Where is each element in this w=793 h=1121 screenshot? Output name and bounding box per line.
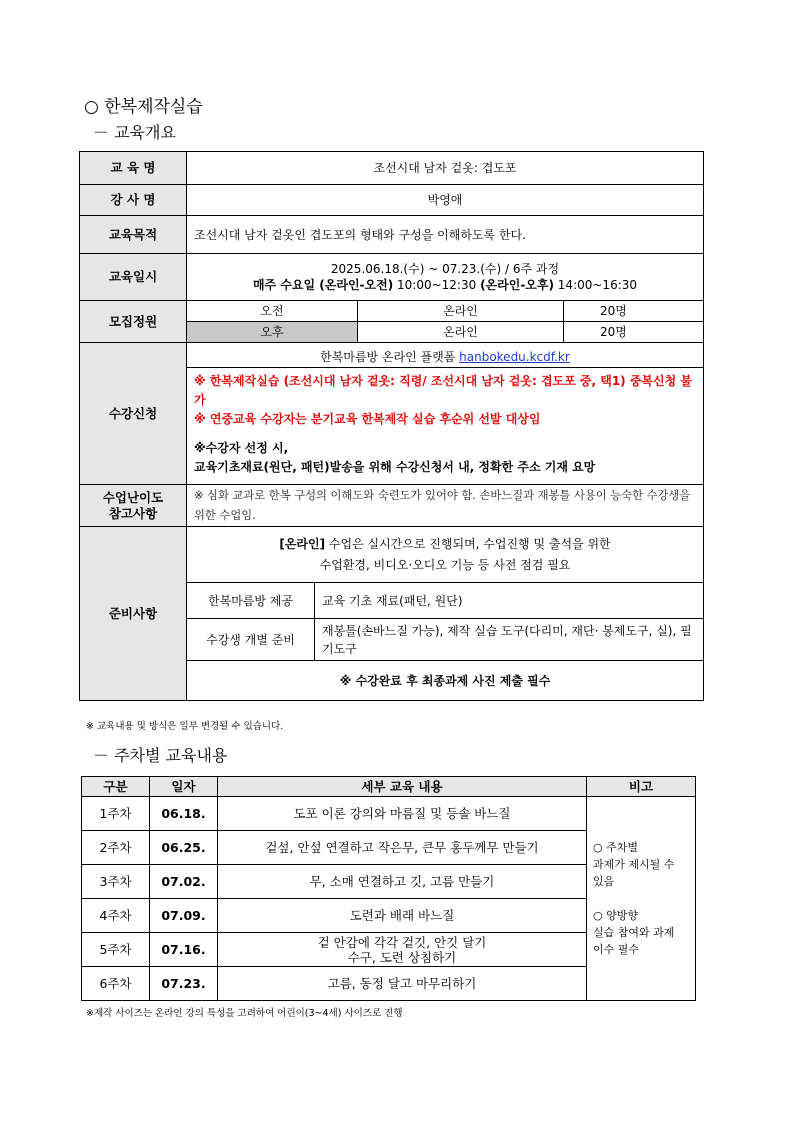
- date-cell: 06.25.: [150, 831, 218, 865]
- table-row: [82, 797, 696, 831]
- change-notice: ※ 교육내용 및 방식은 일부 변경될 수 있습니다.: [86, 721, 284, 732]
- section-title: ○ 한복제작실습: [84, 97, 203, 117]
- provided-label: 한복마름방 제공: [187, 583, 315, 619]
- date-cell: 07.02.: [150, 865, 218, 899]
- individual-label: 수강생 개별 준비: [187, 619, 315, 661]
- week-header: 구분: [82, 777, 150, 797]
- instructor-name: 박영애: [187, 185, 704, 216]
- remark-header: 비고: [587, 777, 696, 797]
- morning-session-label: 매주 수요일 (온라인-오전): [252, 278, 394, 292]
- schedule-label: 교육일시: [80, 254, 187, 301]
- online-tag: [온라인]: [279, 536, 326, 551]
- provided-items: 교육 기초 재료(패턴, 원단): [315, 583, 704, 619]
- selection-note: ※수강자 선정 시,: [194, 440, 289, 455]
- content-cell: 겉 안감에 각각 겉깃, 안깃 달기 수구, 도련 상침하기: [218, 933, 587, 967]
- week-cell: 6주차: [82, 967, 150, 1001]
- schedule-times: [187, 277, 703, 293]
- capacity-count: 20명: [564, 301, 704, 322]
- online-text-2: 수업환경, 비디오·오디오 기능 등 사전 점검 필요: [319, 557, 571, 572]
- content-cell: 겉섶, 안섶 연결하고 작은무, 큰무 홍두께무 만들기: [218, 831, 587, 865]
- prep-online-cell: [187, 527, 704, 583]
- week-cell: 1주차: [82, 797, 150, 831]
- address-note: 교육기초재료(원단, 패턴)발송을 위해 수강신청서 내, 정확한 주소 기재 요망: [194, 459, 596, 474]
- difficulty-label: [80, 485, 187, 527]
- capacity-count: 20명: [564, 322, 704, 343]
- overview-heading: － 교육개요: [93, 123, 176, 142]
- capacity-mode: 온라인: [358, 322, 564, 343]
- week-cell: 3주차: [82, 865, 150, 899]
- content-cell: 도포 이론 강의와 마름질 및 등솔 바느질: [218, 797, 587, 831]
- course-name-label: 교 육 명: [80, 152, 187, 185]
- date-cell: 07.16.: [150, 933, 218, 967]
- size-notice: ※제작 사이즈는 온라인 강의 특성을 고려하여 어린이(3~4세) 사이즈로 진행: [86, 1008, 403, 1019]
- purpose-text: 조선시대 남자 겉옷인 겹도포의 형태와 구성을 이해하도록 한다.: [187, 216, 704, 254]
- difficulty-label-line: 수업난이도: [102, 489, 164, 505]
- apply-platform: [187, 347, 703, 367]
- individual-items: 재봉틀(손바느질 가능), 제작 실습 도구(다리미, 재단· 봉제도구, 실), 필기도구: [315, 619, 704, 661]
- capacity-label: 모집정원: [80, 301, 187, 343]
- instructor-label: 강 사 명: [80, 185, 187, 216]
- capacity-session: 오전: [187, 301, 358, 322]
- overview-table: [79, 151, 704, 701]
- schedule-dates: 2025.06.18.(수) ~ 07.23.(수) / 6주 과정: [330, 262, 560, 276]
- week-cell: 5주차: [82, 933, 150, 967]
- capacity-session: 오후: [187, 322, 358, 343]
- date-cell: 07.23.: [150, 967, 218, 1001]
- date-header: 일자: [150, 777, 218, 797]
- remark-participation: ○ 양방향 실습 참여와 과제 이수 필수: [593, 909, 675, 956]
- date-cell: 06.18.: [150, 797, 218, 831]
- remark-cell: [587, 797, 696, 1001]
- morning-session-time: 10:00~12:30: [393, 278, 481, 292]
- apply-platform-text: 한복마름방 온라인 플랫폼: [320, 349, 460, 364]
- content-header: 세부 교육 내용: [218, 777, 587, 797]
- afternoon-session-time: 14:00~16:30: [553, 278, 638, 292]
- weekly-heading: － 주차별 교육내용: [93, 746, 228, 765]
- reference-label-line: 참고사항: [108, 505, 158, 521]
- capacity-mode: 온라인: [358, 301, 564, 322]
- apply-cell: [187, 343, 704, 485]
- purpose-label: 교육목적: [80, 216, 187, 254]
- schedule-cell: [187, 254, 704, 301]
- afternoon-session-label: (온라인-오후): [480, 278, 554, 292]
- weekly-table: [81, 776, 696, 1001]
- date-cell: 07.09.: [150, 899, 218, 933]
- difficulty-text: ※ 심화 교과로 한복 구성의 이해도와 숙련도가 있어야 함. 손바느질과 재봉틀 사용이 능숙한 수강생을 위한 수업임.: [187, 485, 704, 527]
- remark-assignment: ○ 주차별 과제가 제시될 수 있음: [593, 841, 675, 888]
- content-cell: 무, 소매 연결하고 깃, 고름 만들기: [218, 865, 587, 899]
- content-cell: 고름, 동정 달고 마무리하기: [218, 967, 587, 1001]
- apply-platform-link[interactable]: hanbokedu.kcdf.kr: [459, 349, 570, 364]
- duplicate-warning: ※ 한복제작실습 (조선시대 남자 겉옷: 직령/ 조선시대 남자 겉옷: 겹도포 중, 택1) 중복신청 불가: [194, 373, 692, 407]
- priority-warning: ※ 연중교육 수강자는 분기교육 한복제작 실습 후순위 선발 대상임: [194, 411, 541, 426]
- week-cell: 4주차: [82, 899, 150, 933]
- online-text-1: 수업은 실시간으로 진행되며, 수업진행 및 출석을 위한: [325, 536, 611, 551]
- week-cell: 2주차: [82, 831, 150, 865]
- apply-label: 수강신청: [80, 343, 187, 485]
- content-cell: 도련과 배래 바느질: [218, 899, 587, 933]
- prep-label: 준비사항: [80, 527, 187, 701]
- course-name: 조선시대 남자 겉옷: 겹도포: [187, 152, 704, 185]
- final-task-note: ※ 수강완료 후 최종과제 사진 제출 필수: [187, 661, 704, 701]
